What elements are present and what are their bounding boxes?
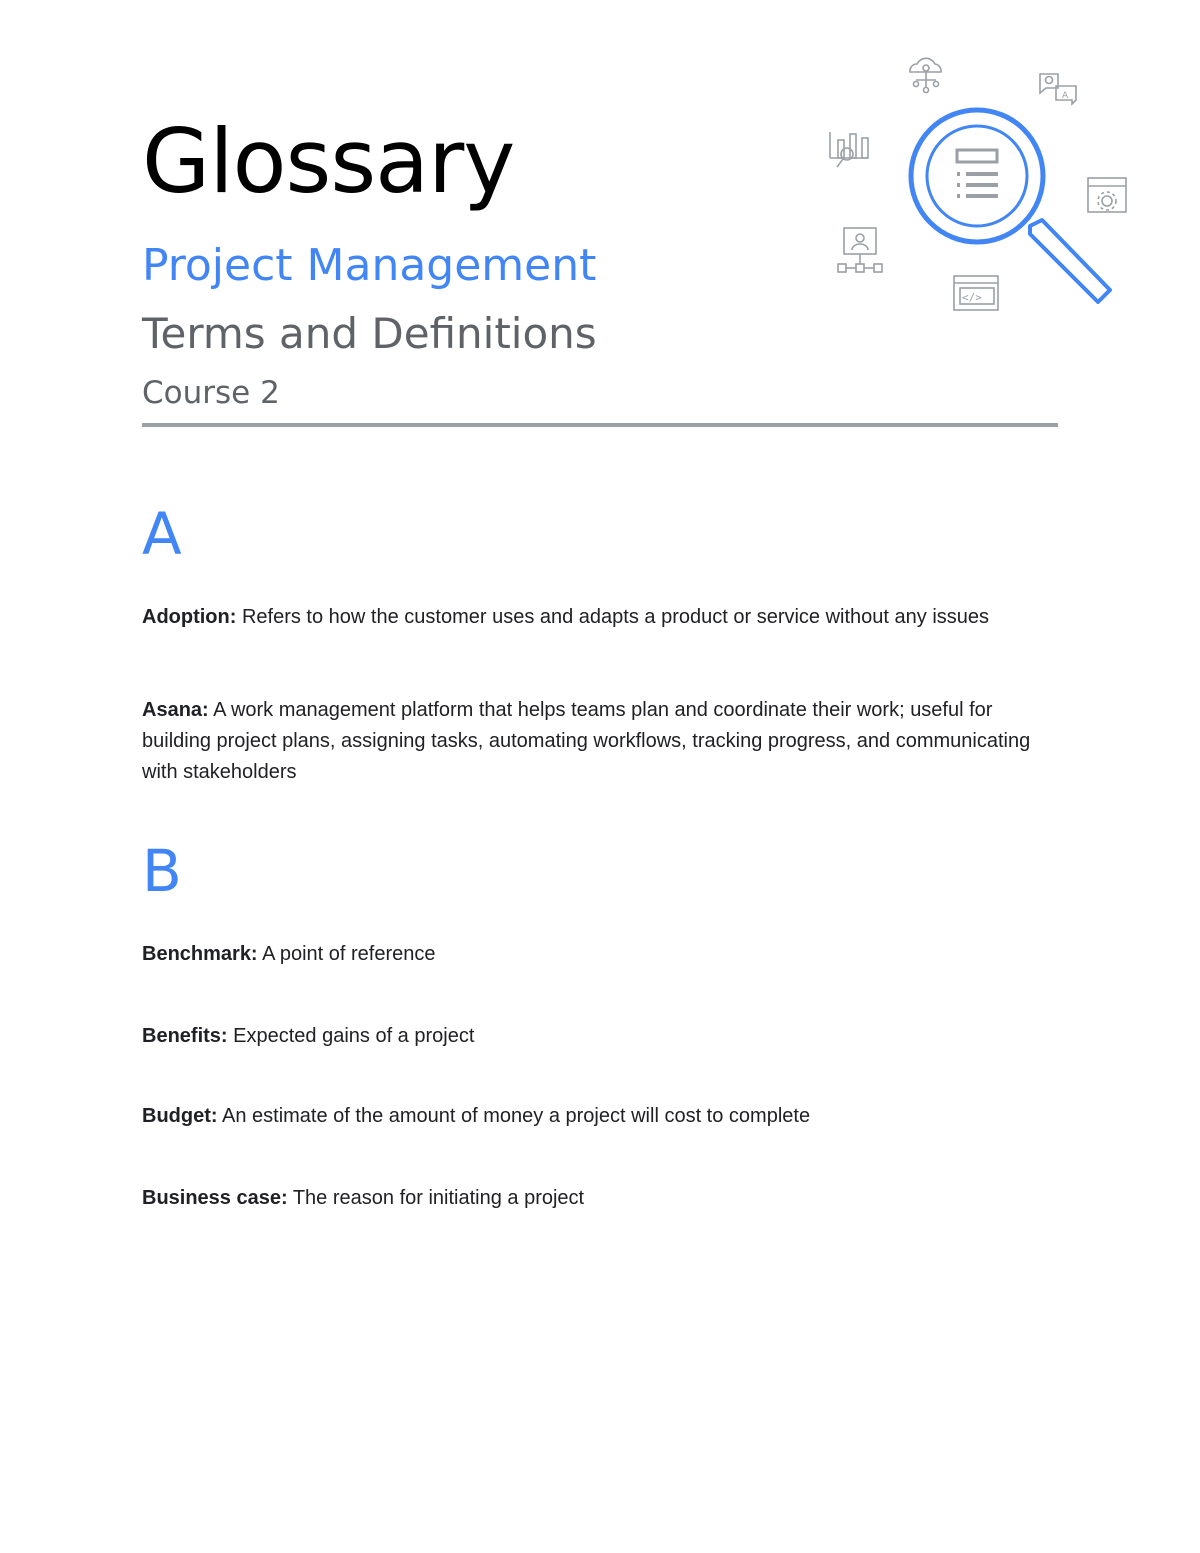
entry-term: Budget:	[142, 1105, 218, 1127]
header-divider	[142, 423, 1058, 427]
entry-definition: The reason for initiating a project	[287, 1187, 585, 1209]
entry-term: Asana:	[142, 699, 209, 721]
glossary-entry-business-case	[142, 1183, 1052, 1214]
glossary-entry-budget	[142, 1101, 1052, 1132]
glossary-entry-adoption	[142, 602, 1052, 633]
code-window-icon	[954, 276, 998, 310]
svg-text:</>: </>	[962, 291, 982, 304]
cloud-network-icon	[910, 58, 941, 92]
section-letter-a: A	[142, 500, 182, 568]
course-label: Course 2	[142, 375, 280, 411]
entry-term: Benchmark:	[142, 943, 258, 965]
entry-term: Adoption:	[142, 606, 237, 628]
chat-bubbles-icon	[1040, 74, 1076, 104]
entry-term: Benefits:	[142, 1025, 228, 1047]
org-chart-icon	[838, 228, 882, 272]
section-letter-b: B	[142, 837, 182, 905]
glossary-illustration	[820, 40, 1140, 330]
section-heading: Terms and Definitions	[142, 309, 597, 358]
chart-search-icon	[830, 132, 868, 167]
entry-definition: An estimate of the amount of money a project will cost to complete	[217, 1105, 811, 1127]
entry-definition: A point of reference	[257, 943, 436, 965]
entry-definition: A work management platform that helps teams plan and coordinate their work; useful for building project plans, assigning tasks, automating workflows, tracking progress, and communicating with stakeholders	[142, 699, 1031, 783]
glossary-entry-benchmark	[142, 939, 1052, 970]
page-title: Glossary	[142, 110, 515, 213]
page-subtitle: Project Management	[142, 240, 597, 291]
entry-definition: Refers to how the customer uses and adapts a product or service without any issues	[236, 606, 990, 628]
svg-text:A: A	[1062, 91, 1069, 101]
browser-settings-icon	[1088, 178, 1126, 212]
magnifier-document-icon	[911, 110, 1110, 302]
glossary-entry-asana	[142, 695, 1052, 788]
entry-term: Business case:	[142, 1187, 288, 1209]
entry-definition: Expected gains of a project	[227, 1025, 475, 1047]
glossary-entry-benefits	[142, 1021, 1052, 1052]
